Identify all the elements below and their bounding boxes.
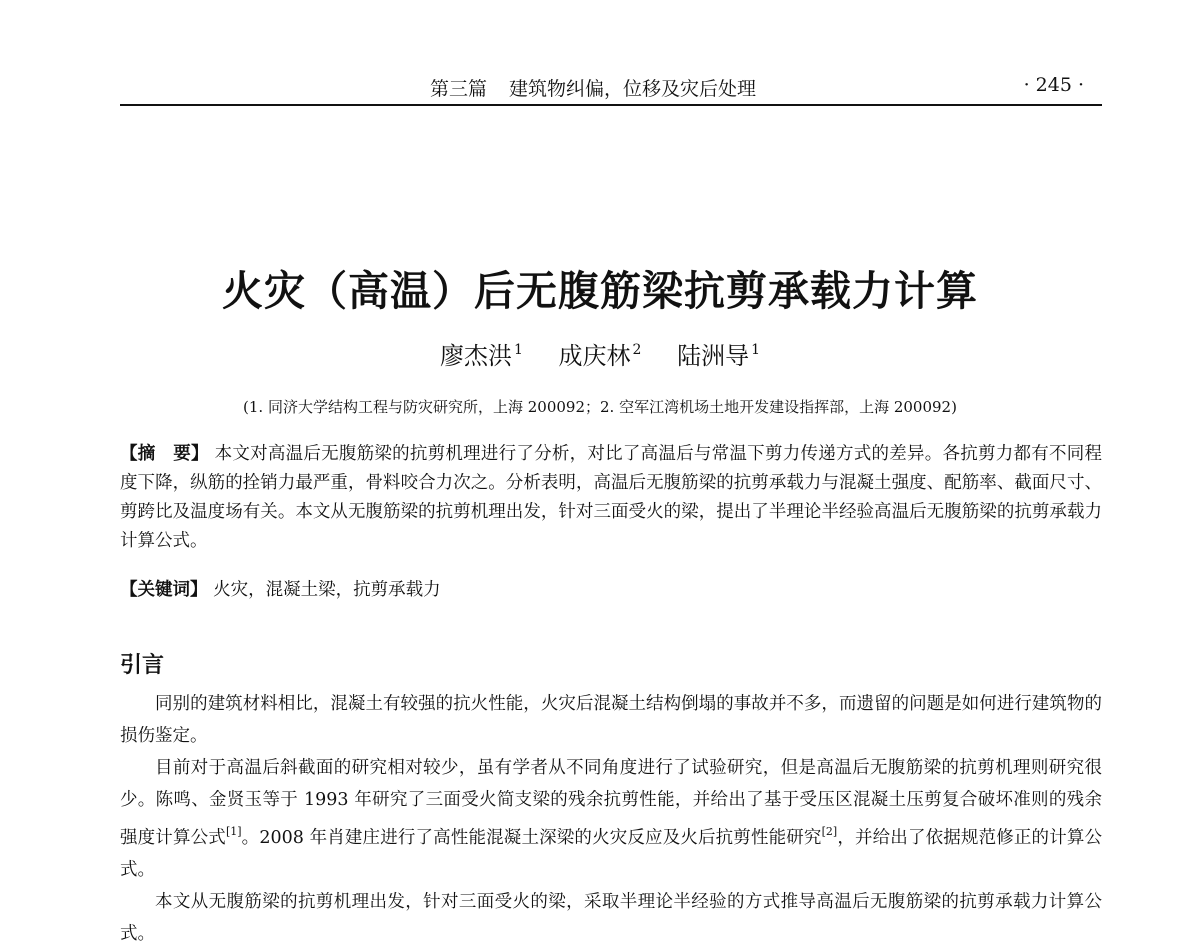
paper-title: 火灾（高温）后无腹筋梁抗剪承载力计算 xyxy=(222,267,978,315)
running-head-part: 第三篇 xyxy=(430,78,488,100)
header-rule xyxy=(120,104,1102,106)
body-text xyxy=(120,688,1102,950)
keywords-text: 火灾，混凝土梁，抗剪承载力 xyxy=(213,580,441,600)
keywords-label: 【关键词】 xyxy=(120,580,208,600)
paragraph-2-text-a: 目前对于高温后斜截面的研究相对较少，虽有学者从不同角度进行了试验研究，但是高温后无腹筋梁的抗剪机理则研究很少。陈鸣、金贤玉等于 1993 年研究了三面受火简支梁的残余抗剪性能，并给出了基于受压区混凝土压剪复合破坏准则的残余强度计算公式 xyxy=(120,758,1102,848)
author-2 xyxy=(559,342,642,370)
running-head-section xyxy=(430,74,756,101)
paragraph-2 xyxy=(120,752,1102,886)
paragraph-2-text-c: ，并给出了依据规范修正的计算公式。 xyxy=(120,828,1103,880)
author-name: 成庆林 xyxy=(558,342,631,370)
running-head xyxy=(120,72,1102,102)
author-name: 陆洲导 xyxy=(677,342,750,370)
citation-2: [2] xyxy=(821,825,838,838)
abstract-label: 【摘 要】 xyxy=(120,444,209,464)
page-number: · 245 · xyxy=(1023,74,1084,96)
author-1 xyxy=(440,342,523,370)
abstract-text: 本文对高温后无腹筋梁的抗剪机理进行了分析，对比了高温后与常温下剪力传递方式的差异。各抗剪力都有不同程度下降，纵筋的拴销力最严重，骨料咬合力次之。分析表明，高温后无腹筋梁的抗剪承载力与混凝土强度、配筋率、截面尺寸、剪跨比及温度场有关。本文从无腹筋梁的抗剪机理出发，针对三面受火的梁，提出了半理论半经验高温后无腹筋梁的抗剪承载力计算公式。 xyxy=(120,444,1102,551)
paragraph-3: 本文从无腹筋梁的抗剪机理出发，针对三面受火的梁，采取半理论半经验的方式推导高温后无腹筋梁的抗剪承载力计算公式。 xyxy=(120,892,1102,944)
paragraph-1: 同别的建筑材料相比，混凝土有较强的抗火性能，火灾后混凝土结构倒塌的事故并不多，而遗留的问题是如何进行建筑物的损伤鉴定。 xyxy=(120,694,1102,746)
affiliations: (1. 同济大学结构工程与防灾研究所，上海 200092；2. 空军江湾机场土地开发建设指挥部，上海 200092) xyxy=(243,398,957,416)
citation-1: [1] xyxy=(225,825,242,838)
running-head-subject: 建筑物纠偏，位移及灾后处理 xyxy=(509,78,757,100)
author-name: 廖杰洪 xyxy=(439,342,512,370)
author-affil-mark: 1 xyxy=(513,342,523,358)
author-list xyxy=(0,336,1200,371)
paragraph-2-text-b: 。2008 年肖建庄进行了高性能混凝土深梁的火灾反应及火后抗剪性能研究 xyxy=(241,828,822,848)
author-affil-mark: 2 xyxy=(632,342,642,358)
section-heading: 引言 xyxy=(120,653,165,678)
keywords xyxy=(120,576,1102,605)
abstract xyxy=(120,440,1102,556)
author-affil-mark: 1 xyxy=(751,342,761,358)
author-3 xyxy=(677,342,760,370)
